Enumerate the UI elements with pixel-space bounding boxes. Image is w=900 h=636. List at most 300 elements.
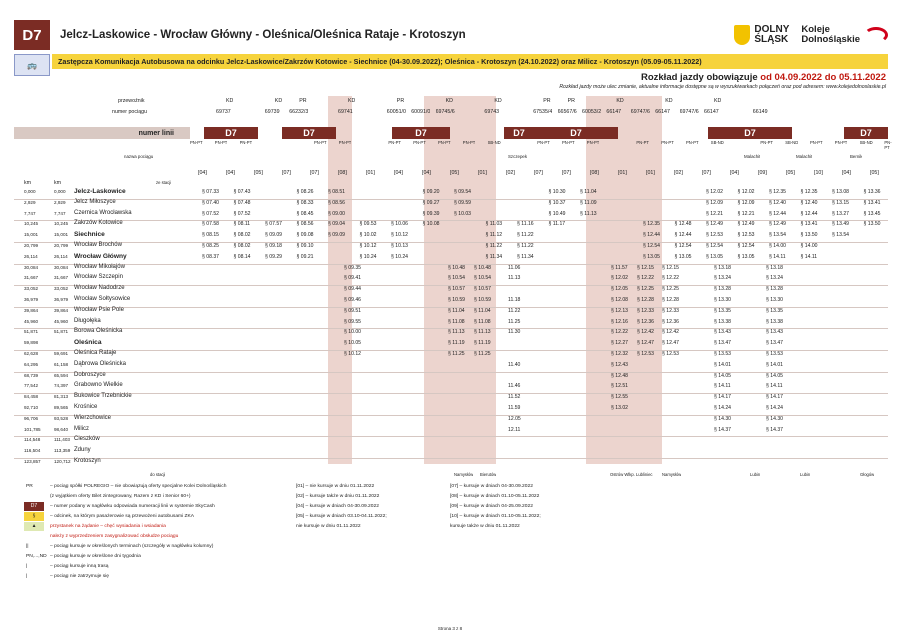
departure-time: § 12.53 [706, 232, 723, 239]
departure-time: § 13.53 [766, 351, 783, 357]
station-km-alt: 30,084 [54, 264, 69, 270]
remark-code-cell: [01] [478, 170, 487, 176]
departure-time: § 12.22 [662, 275, 679, 282]
row-separator [14, 415, 888, 416]
departure-time: § 08.02 [233, 232, 251, 239]
legend-text: (z wyjątkiem oferty Bilet zintegrowany, Razem z KD i Senior 60+) [50, 494, 191, 499]
d7-line-badge: D7 [504, 127, 534, 139]
departure-time: § 10.54 [474, 275, 491, 282]
carrier-label: przewoźnik [118, 98, 145, 104]
legend-text: – odcinek, na którym pasażerowie są przewożeni autobusami ZKA [50, 514, 195, 519]
legend-symbol: PN,...,ND [26, 554, 47, 559]
station-name: Bukowice Trzebnickie [74, 393, 132, 400]
station-km-alt: 7,747 [54, 210, 66, 216]
train-number-cell: 66147 [704, 109, 719, 115]
station-km-alt: 65,594 [54, 372, 69, 378]
train-name-cell: Malachit [744, 154, 761, 159]
train-number-cell: 60053/2 [582, 109, 602, 115]
remark-code-cell: [07] [310, 170, 319, 176]
legend-text: – pociąg kursuje w określonych terminach (szczegóły w nagłówku kolumny) [50, 544, 214, 549]
legend-text: – pociąg kursuje inną trasą [50, 564, 109, 569]
departure-time: § 11.03 [485, 221, 503, 228]
departure-time: § 11.25 [474, 351, 491, 357]
carrier-cell: PR [567, 98, 575, 104]
station-km: 96,706 [24, 415, 39, 421]
destination-cell: Lubin [800, 471, 811, 477]
station-km: 68,739 [24, 372, 39, 378]
remark-code-cell: [05] [786, 170, 795, 176]
station-km: 15,001 [24, 232, 39, 238]
departure-time: § 14.05 [766, 372, 783, 379]
departure-time: § 12.05 [611, 286, 628, 293]
departure-time: § 13.43 [766, 329, 783, 336]
remark-code-cell: [05] [870, 170, 879, 176]
station-km-alt: 93,528 [54, 415, 69, 421]
departure-time: § 10.05 [344, 340, 361, 347]
departure-time: § 13.38 [766, 318, 783, 325]
station-name: Siechnice [74, 231, 105, 239]
legend-remark: [01] – nie kursuje w dniu 01.11.2022 [296, 484, 375, 489]
departure-time: § 09.08 [296, 232, 314, 239]
station-name: Wrocław Sołtysowice [74, 296, 131, 302]
departure-time: § 13.05 [737, 253, 755, 260]
departure-time: 11.13 [508, 275, 521, 282]
line-number-label: numer linii [14, 127, 190, 139]
station-km: 114,548 [24, 437, 41, 443]
row-separator [14, 436, 888, 437]
operating-days-cell: PN-PT [834, 140, 848, 145]
departure-time: § 09.21 [296, 253, 314, 260]
departure-time: § 12.09 [737, 199, 755, 206]
departure-time: § 08.26 [296, 189, 314, 195]
departure-time: § 12.02 [737, 189, 755, 195]
station-km-alt: 111,403 [54, 437, 70, 443]
departure-time: § 10.48 [448, 264, 465, 271]
departure-time: § 09.39 [422, 210, 440, 217]
departure-time: § 11.22 [517, 232, 534, 239]
departure-time: § 08.45 [296, 210, 314, 217]
row-separator [14, 372, 888, 373]
departure-time: § 14.24 [714, 405, 731, 411]
line-badge: D7 [14, 20, 50, 50]
operating-days-cell: SB-ND [785, 140, 799, 145]
remark-code-cell: [04] [422, 170, 431, 176]
remark-code-cell: [07] [562, 170, 571, 176]
destination-cell: Lubliniec [636, 471, 653, 477]
departure-time: § 12.13 [611, 307, 628, 314]
operating-days-cell: PN-PT [338, 140, 352, 145]
departure-time: § 12.55 [611, 394, 628, 401]
validity-period [286, 72, 886, 83]
station-km-alt: 33,052 [54, 286, 69, 292]
departure-time: § 08.14 [233, 253, 251, 260]
validity-note: Rozkład jazdy może ulec zmianie, aktualne informacje dostępne są w wyszukiwarkach połączeń oraz pod adresem: www.kolejedolnoslaskie.pl [559, 84, 886, 90]
station-name: Zakrzów Kotowice [74, 220, 123, 227]
departure-time: § 11.25 [448, 351, 465, 357]
departure-time: § 09.10 [296, 243, 314, 249]
departure-time: § 12.36 [662, 318, 679, 325]
departure-time: § 08.56 [328, 199, 345, 206]
train-number-cell: 69747/6 [679, 109, 699, 115]
departure-time: § 10.24 [391, 253, 408, 260]
operating-days-cell: PN-PT [190, 140, 203, 145]
legend [14, 482, 888, 592]
remark-code-cell: [04] [842, 170, 851, 176]
station-km-alt: 89,565 [54, 405, 69, 410]
departure-time: 12.11 [508, 426, 521, 433]
station-name: Dobroszyce [74, 371, 106, 378]
train-number-cell: 66149 [752, 109, 768, 115]
departure-time: § 09.27 [422, 199, 440, 206]
departure-time: § 10.59 [474, 297, 491, 303]
departure-time: § 12.44 [769, 210, 786, 217]
legend-text: – pociąg kursuje w określone dni tygodnia [50, 554, 141, 559]
departure-time: § 12.32 [611, 351, 628, 357]
station-km-alt: 59,691 [54, 351, 69, 356]
departure-time: 11.18 [508, 297, 521, 303]
d7-line-badge: D7 [282, 127, 336, 139]
departure-time: § 08.51 [328, 189, 345, 195]
departure-time: § 12.15 [662, 264, 679, 271]
station-name: Wrocław Mikołajów [74, 263, 125, 270]
departure-time: § 10.30 [548, 189, 566, 195]
departure-time: § 11.08 [474, 318, 491, 325]
departure-time: § 13.41 [800, 221, 818, 228]
departure-time: § 12.47 [662, 340, 679, 347]
station-name: Czernica Wrocławska [74, 209, 132, 216]
remark-code-cell: [01] [618, 170, 627, 176]
departure-time: § 09.09 [328, 232, 345, 239]
departure-time: § 13.53 [714, 351, 731, 357]
departure-time: § 14.01 [766, 361, 783, 368]
departure-time: § 11.04 [448, 307, 465, 314]
remark-code-cell: [07] [534, 170, 543, 176]
station-km: 30,084 [24, 264, 39, 270]
legend-remark: [10] – kursuje w dniach 01.10-05.11.2022; [450, 514, 541, 519]
dolny-slask-text: DOLNY ŚLĄSK [754, 24, 790, 45]
departure-time: § 12.44 [643, 232, 660, 239]
departure-time: § 07.52 [233, 210, 251, 217]
departure-time: § 09.41 [344, 275, 361, 282]
departure-time: § 12.36 [637, 318, 654, 325]
departure-time: § 12.02 [706, 189, 723, 195]
departure-time: § 08.15 [202, 232, 219, 239]
station-name: Dąbrowa Oleśnicka [74, 360, 127, 367]
departure-time: § 12.21 [737, 210, 755, 217]
legend-d7-swatch: D7 [24, 502, 44, 511]
station-km-alt: 0,000 [54, 189, 66, 194]
departure-time: § 13.49 [832, 221, 849, 228]
station-km-alt: 113,359 [54, 448, 71, 454]
station-name: Wierzchowice [74, 414, 112, 421]
swoosh-icon [864, 27, 888, 43]
operating-days-cell: PN-PT [214, 140, 228, 145]
legend-symbol: | [26, 574, 28, 579]
train-number-cell: 69745/6 [435, 109, 455, 115]
carrier-cell: PR [299, 98, 307, 104]
departure-time: § 13.30 [766, 297, 783, 303]
departure-time: § 12.40 [800, 199, 818, 206]
departure-time: § 10.03 [454, 210, 471, 217]
legend-remark: kursuje także w dniu 01.11.2022 [450, 524, 520, 529]
page-footer: Strona 3 z 8 [437, 626, 463, 631]
station-km-alt: 20,799 [54, 243, 69, 248]
departure-time: § 07.52 [202, 210, 219, 217]
legend-request-stop-swatch: ▲ [24, 522, 44, 531]
station-km-alt: 61,158 [54, 361, 69, 367]
remark-code-cell: [05] [254, 170, 263, 176]
station-name: Borowa Oleśnicka [74, 328, 123, 335]
station-km: 59,898 [24, 340, 39, 346]
legend-remark: [04] – kursuje w dniach 04-30.09.2022 [296, 504, 379, 509]
departure-time: § 11.12 [485, 232, 503, 239]
departure-time: § 07.43 [233, 189, 251, 195]
legend-text: należy z wyprzedzeniem zasygnalizować obsłudze pociągu [50, 534, 179, 539]
departure-time: § 14.11 [714, 383, 731, 390]
departure-time: 11.40 [508, 361, 521, 368]
remark-code-cell: [07] [702, 170, 711, 176]
departure-time: § 13.28 [766, 286, 783, 293]
station-name: Wrocław Szczepin [74, 274, 123, 281]
train-number-cell: 69743 [484, 109, 500, 115]
departure-time: § 13.24 [714, 275, 731, 282]
station-name: Krotoszyn [74, 458, 101, 464]
legend-text: – pociąg spółki POLREGIO – nie obowiązują oferty specjalne Kolei Dolnośląskich [50, 484, 227, 489]
departure-time: 11.52 [508, 394, 521, 401]
station-km: 26,114 [24, 253, 38, 259]
train-number-cell: 60051/0 [386, 109, 406, 115]
departure-time: § 08.11 [233, 221, 251, 228]
row-separator [14, 199, 888, 200]
train-number-cell: 69747/6 [630, 109, 650, 115]
departure-time: § 14.00 [769, 243, 786, 249]
station-km-alt: 98,640 [54, 426, 69, 432]
train-number-cell: 66147 [606, 109, 622, 115]
train-number-cell: 60091/0 [411, 109, 431, 115]
departure-time: § 08.25 [202, 243, 219, 249]
departure-time: § 07.57 [265, 221, 282, 228]
departure-time: § 11.34 [517, 253, 534, 260]
departure-time: § 11.19 [448, 340, 465, 347]
station-name: Wrocław Brochów [74, 242, 122, 248]
remark-code-cell: [01] [366, 170, 375, 176]
operating-days-cell: PN-PT [239, 140, 253, 145]
legend-symbol: PR [26, 484, 33, 489]
departure-time: § 13.35 [766, 307, 783, 314]
destination-cell: Bierutów [480, 471, 497, 477]
station-km-alt: 26,114 [54, 253, 68, 259]
d7-line-badge: D7 [392, 127, 450, 139]
departure-time: § 12.35 [769, 189, 786, 195]
carrier-cell: KD [494, 98, 502, 104]
departure-time: § 12.49 [706, 221, 723, 228]
departure-time: § 10.12 [359, 243, 377, 249]
row-separator [14, 393, 888, 394]
departure-time: 11.30 [508, 329, 521, 336]
station-km-alt: 45,960 [54, 318, 69, 324]
departure-time: § 14.11 [800, 253, 818, 260]
legend-bus-swatch: § [24, 512, 44, 521]
departure-time: § 10.12 [344, 351, 361, 357]
departure-time: § 10.08 [422, 221, 440, 228]
row-separator [14, 220, 888, 221]
departure-time: § 11.57 [611, 264, 628, 271]
station-km: 2,929 [24, 199, 36, 205]
departure-time: § 12.47 [637, 340, 654, 347]
departure-time: § 13.47 [766, 340, 783, 347]
station-km-alt: 15,001 [54, 232, 69, 238]
departure-time: § 13.54 [769, 232, 786, 239]
departure-time: § 14.30 [766, 415, 783, 422]
carrier-cell: KD [665, 98, 673, 104]
d7-line-badge: D7 [534, 127, 618, 139]
station-name: Jelcz Miłoszyce [74, 198, 116, 205]
departure-time: § 09.51 [344, 307, 361, 314]
departure-time: § 12.54 [643, 243, 660, 249]
departure-time: § 08.33 [296, 199, 314, 206]
remark-code-cell: [08] [338, 170, 347, 176]
departure-time: § 13.02 [611, 405, 628, 411]
departure-time: 11.59 [508, 405, 521, 411]
departure-time: 11.06 [508, 264, 521, 271]
departure-time: § 14.00 [800, 243, 818, 249]
replacement-bus-banner: Zastępcza Komunikacja Autobusowa na odcinku Jelcz-Laskowice/Zakrzów Kotowice - Siechnice (04-30.09.2022); Oleśnica - Krotoszyn (24.10.2022) oraz Milicz - Krotoszyn (05.09-05.11.2022) [52, 54, 888, 69]
legend-text: – pociąg nie zatrzymuje się [50, 574, 109, 579]
train-number-cell: 66567/6 [557, 109, 577, 115]
departure-time: § 12.44 [674, 232, 692, 239]
departure-time: § 10.54 [448, 275, 465, 282]
operating-days-cell: PN-PT [438, 140, 451, 145]
remark-code-cell: [04] [730, 170, 739, 176]
station-name: Długołęka [74, 317, 101, 324]
operating-days-cell: PN-PT [760, 140, 773, 145]
operating-days-cell: PN-PT [636, 140, 649, 145]
validity-dates: od 04.09.2022 do 05.11.2022 [760, 72, 886, 83]
remark-code-cell: [10] [814, 170, 823, 176]
operating-days-cell: PN-PT [413, 140, 426, 145]
departure-time: § 14.37 [766, 426, 783, 433]
departure-time: § 11.22 [485, 243, 503, 249]
departure-time: § 10.57 [474, 286, 491, 293]
departure-time: § 13.28 [714, 286, 731, 293]
station-name: Wrocław Psie Pole [74, 306, 124, 313]
carrier-cell: KD [616, 98, 624, 104]
carrier-cell: PR [543, 98, 551, 104]
departure-time: § 12.28 [637, 297, 654, 303]
station-km-alt: 36,979 [54, 297, 69, 302]
departure-time: § 12.51 [611, 383, 628, 390]
departure-time: § 09.53 [359, 221, 377, 228]
departure-time: § 12.22 [611, 329, 628, 336]
legend-symbol: | [26, 564, 28, 569]
destination-cell: Ostrów Wlkp. [610, 471, 635, 477]
departure-time: § 11.34 [485, 253, 503, 260]
eagle-crest-icon [734, 25, 750, 45]
km-header: km [24, 180, 32, 186]
departure-time: § 14.11 [769, 253, 786, 260]
departure-time: § 09.55 [344, 318, 361, 325]
operating-days-cell: SB-ND [487, 140, 501, 145]
departure-time: § 13.50 [800, 232, 818, 239]
departure-time: § 07.58 [202, 221, 219, 228]
carrier-cell: KD [714, 98, 722, 104]
departure-time: § 12.22 [637, 275, 654, 282]
departure-time: § 10.13 [391, 243, 408, 249]
departure-time: § 12.48 [611, 372, 628, 379]
station-km: 7,747 [24, 210, 36, 216]
departure-time: § 12.49 [737, 221, 755, 228]
departure-time: § 08.56 [296, 221, 314, 228]
train-number-cell: 69741 [338, 109, 353, 115]
departure-time: § 12.33 [662, 307, 679, 314]
departure-time: § 10.12 [391, 232, 408, 239]
departure-time: § 09.44 [344, 286, 361, 293]
departure-time: § 11.19 [474, 340, 491, 347]
station-km-alt: 2,929 [54, 199, 66, 205]
departure-time: § 13.05 [706, 253, 723, 260]
remark-code-cell: [01] [646, 170, 655, 176]
departure-time: § 12.53 [637, 351, 654, 357]
departure-time: § 13.05 [643, 253, 660, 260]
from-station-header: ze stacji [156, 180, 172, 185]
station-name: Oleśnica [74, 339, 102, 347]
operating-days-cell: PN-PT [686, 140, 699, 145]
departure-time: § 11.08 [448, 318, 465, 325]
station-name: Zduny [74, 447, 91, 454]
to-station-label: do stacji [150, 471, 166, 477]
departure-time: § 09.29 [265, 253, 282, 260]
departure-time: § 10.06 [391, 221, 408, 228]
departure-time: § 13.27 [832, 210, 849, 217]
departure-time: § 09.20 [422, 189, 440, 195]
station-km: 33,052 [24, 286, 39, 292]
departure-time: § 11.04 [474, 307, 491, 314]
remark-code-cell: [07] [282, 170, 291, 176]
departure-time: 11.25 [508, 318, 521, 325]
operating-days-cell: PN-PT [661, 140, 674, 145]
validity-prefix: Rozkład jazdy obowiązuje [640, 72, 761, 83]
departure-time: § 12.54 [737, 243, 755, 249]
departure-time: § 10.00 [344, 329, 361, 336]
legend-remark: [07] – kursuje w dniach 04-30.09.2022 [450, 484, 533, 489]
remark-code-cell: [08] [590, 170, 599, 176]
departure-time: § 13.43 [714, 329, 731, 336]
km2-header: km [54, 180, 62, 186]
carrier-cell: KD [348, 98, 356, 104]
legend-text: przystanek na żądanie – chęć wysiadania i wsiadania [50, 524, 166, 529]
departure-time: § 13.38 [714, 318, 731, 325]
station-km: 51,871 [24, 329, 39, 335]
departure-time: § 07.33 [202, 189, 219, 195]
departure-time: § 12.15 [637, 264, 654, 271]
departure-time: § 07.48 [233, 199, 251, 206]
departure-time: 12.05 [508, 415, 521, 422]
station-km: 31,667 [24, 275, 39, 281]
station-km: 0,000 [24, 189, 36, 194]
legend-remark: [05] – kursuje w dniach 03.10-04.11.2022; [296, 514, 387, 519]
station-km: 77,542 [24, 383, 39, 389]
d7-line-badge: D7 [204, 127, 258, 139]
departure-time: § 12.44 [800, 210, 818, 217]
departure-time: § 10.49 [548, 210, 566, 217]
station-name: Grabownо Wielkie [74, 382, 123, 389]
departure-time: § 12.54 [706, 243, 723, 249]
station-name: Krośnice [74, 404, 98, 410]
departure-time: § 12.21 [706, 210, 723, 217]
departure-time: § 13.08 [832, 189, 849, 195]
remark-code-cell: [09] [758, 170, 767, 176]
station-km: 116,504 [24, 448, 41, 454]
